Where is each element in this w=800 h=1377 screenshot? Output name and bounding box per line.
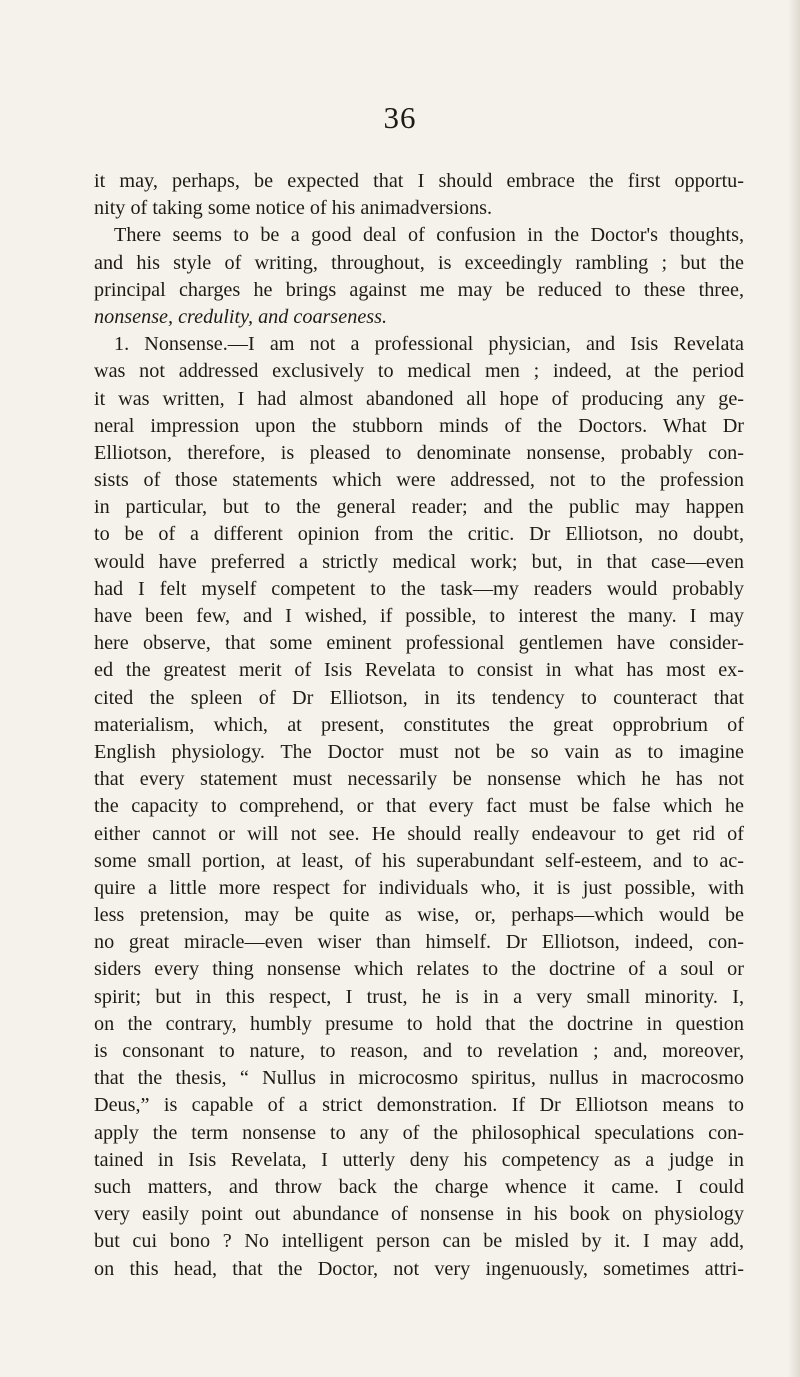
text-line: but cui bono ? No intelligent person can be misled by it. I may add, — [94, 1230, 744, 1253]
text-line: apply the term nonsense to any of the philosophical speculations con- — [94, 1121, 744, 1144]
text-line: spirit; but in this respect, I trust, he is in a very small minority. I, — [94, 985, 744, 1008]
text-line: such matters, and throw back the charge whence it came. I could — [94, 1175, 744, 1198]
text-line: was not addressed exclusively to medical men ; indeed, at the period — [94, 360, 744, 383]
text-line: would have preferred a strictly medical work; but, in that case—even — [94, 550, 744, 573]
text-line: that the thesis, “ Nullus in microcosmo spiritus, nullus in macrocosmo — [94, 1067, 744, 1090]
text-line: it was written, I had almost abandoned all hope of producing any ge- — [94, 387, 744, 410]
text-line: 1. Nonsense.—I am not a professional physician, and Isis Revelata — [114, 333, 744, 356]
text-line: tained in Isis Revelata, I utterly deny his competency as a judge in — [94, 1148, 744, 1171]
text-line: to be of a different opinion from the critic. Dr Elliotson, no doubt, — [94, 523, 744, 546]
text-line: and his style of writing, throughout, is exceedingly rambling ; but the — [94, 251, 744, 274]
text-line: siders every thing nonsense which relates to the doctrine of a soul or — [94, 958, 744, 981]
page-edge-shadow — [788, 0, 800, 1377]
text-line: here observe, that some eminent professional gentlemen have consider- — [94, 632, 744, 655]
text-line: the capacity to comprehend, or that every fact must be false which he — [94, 795, 744, 818]
text-line: Elliotson, therefore, is pleased to denominate nonsense, probably con- — [94, 441, 744, 464]
text-line: that every statement must necessarily be nonsense which he has not — [94, 768, 744, 791]
text-line: materialism, which, at present, constitutes the great opprobrium of — [94, 713, 744, 736]
text-line: very easily point out abundance of nonsense in his book on physiology — [94, 1203, 744, 1226]
text-line: had I felt myself competent to the task—my readers would probably — [94, 577, 744, 600]
text-line: cited the spleen of Dr Elliotson, in its tendency to counteract that — [94, 686, 744, 709]
text-line: sists of those statements which were addressed, not to the profession — [94, 469, 744, 492]
body-text — [94, 168, 744, 1283]
text-line: is consonant to nature, to reason, and to revelation ; and, moreover, — [94, 1040, 744, 1062]
text-line: on the contrary, humbly presume to hold that the doctrine in question — [94, 1012, 744, 1035]
text-line: neral impression upon the stubborn minds of the Doctors. What Dr — [94, 414, 744, 437]
text-line: less pretension, may be quite as wise, or, perhaps—which would be — [94, 904, 744, 927]
text-line: Deus,” is capable of a strict demonstration. If Dr Elliotson means to — [94, 1094, 744, 1117]
text-line: nity of taking some notice of his animadversions. — [94, 197, 493, 220]
text-line: either cannot or will not see. He should really endeavour to get rid of — [94, 822, 744, 845]
text-line: ed the greatest merit of Isis Revelata to consist in what has most ex- — [94, 659, 744, 682]
text-line: principal charges he brings against me may be reduced to these three, — [94, 278, 744, 301]
text-line: it may, perhaps, be expected that I should embrace the first opportu- — [94, 170, 744, 192]
text-line: no great miracle—even wiser than himself. Dr Elliotson, indeed, con- — [94, 931, 744, 954]
text-line: on this head, that the Doctor, not very ingenuously, sometimes attri- — [94, 1257, 744, 1280]
text-line: quire a little more respect for individuals who, it is just possible, with — [94, 876, 744, 899]
text-line: some small portion, at least, of his superabundant self-esteem, and to ac- — [94, 849, 744, 872]
text-line: have been few, and I wished, if possible, to interest the many. I may — [94, 605, 744, 627]
page-number: 36 — [383, 100, 417, 135]
italic-text: nonsense, credulity, and coarseness. — [94, 305, 388, 328]
text-line: There seems to be a good deal of confusion in the Doctor's thoughts, — [114, 224, 744, 247]
text-line-italic — [94, 304, 744, 331]
text-line: in particular, but to the general reader; and the public may happen — [94, 496, 744, 519]
text-line: English physiology. The Doctor must not be so vain as to imagine — [94, 740, 744, 763]
